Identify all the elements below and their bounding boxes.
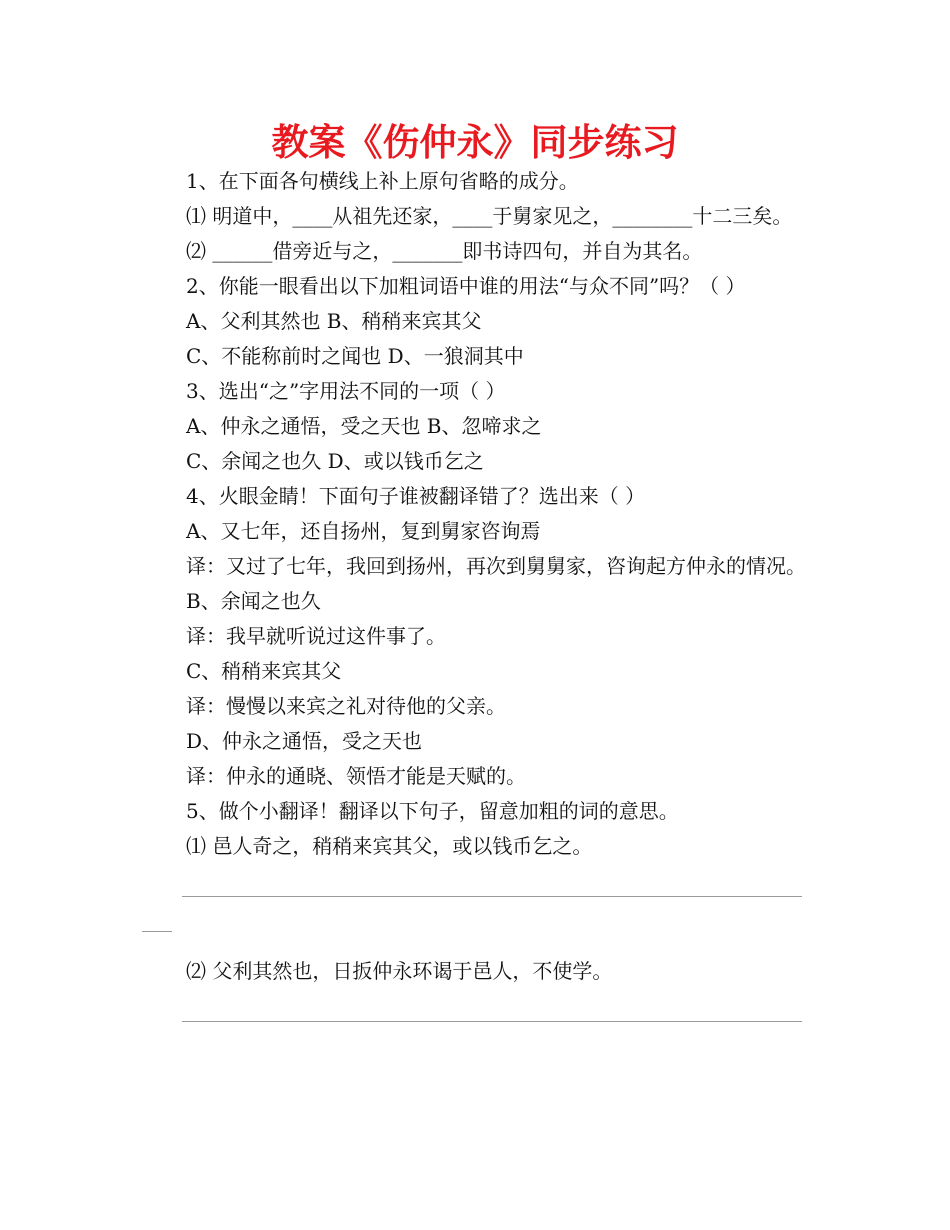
question-4-option-c: C、稍稍来宾其父 [186,659,342,683]
question-4-option-d: D、仲永之通悟，受之天也 [186,729,423,753]
question-4-option-c-translation: 译：慢慢以来宾之礼对待他的父亲。 [186,694,506,718]
question-3-options-cd: C、余闻之也久 D、或以钱币乞之 [186,449,484,473]
question-3-prompt: 3、选出“之”字用法不同的一项（ ） [186,379,506,403]
question-5-item-2: ⑵ 父利其然也，日扳仲永环谒于邑人，不使学。 [186,959,613,983]
document-title: 教案《伤仲永》同步练习 [271,121,679,164]
question-5-item-1: ⑴ 邑人奇之，稍稍来宾其父，或以钱币乞之。 [186,834,593,858]
answer-line-1[interactable] [142,864,812,954]
question-1-item-2: ⑵ ______借旁近与之，_______即书诗四句，并自为其名。 [186,239,703,263]
question-2-options-cd: C、不能称前时之闻也 D、一狼洞其中 [186,344,524,368]
question-1-item-1: ⑴ 明道中，____从祖先还家，____于舅家见之，________十二三矣。 [186,204,793,228]
question-1-prompt: 1、在下面各句横线上补上原句省略的成分。 [186,169,579,193]
question-3-options-ab: A、仲永之通悟，受之天也 B、忽啼求之 [186,414,542,438]
question-4-option-b-translation: 译：我早就听说过这件事了。 [186,624,446,648]
document-body [142,164,812,1049]
question-4-option-a-translation: 译：又过了七年，我回到扬州，再次到舅舅家，咨询起方仲永的情况。 [186,554,806,578]
question-4-prompt: 4、火眼金睛！下面句子谁被翻译错了？选出来（ ） [186,484,646,508]
question-4-option-a: A、又七年，还自扬州，复到舅家咨询焉 [186,519,541,543]
answer-rule [182,1021,802,1022]
answer-line-2[interactable] [142,989,812,1049]
answer-rule [182,896,802,897]
question-2-prompt: 2、你能一眼看出以下加粗词语中谁的用法“与众不同”吗？（ ） [186,274,746,298]
question-5-prompt: 5、做个小翻译！翻译以下句子，留意加粗的词的意思。 [186,799,679,823]
question-4-option-b: B、余闻之也久 [186,589,321,613]
question-4-option-d-translation: 译：仲永的通晓、领悟才能是天赋的。 [186,764,526,788]
question-2-options-ab: A、父利其然也 B、稍稍来宾其父 [186,309,482,333]
answer-rule-continuation [142,931,172,932]
